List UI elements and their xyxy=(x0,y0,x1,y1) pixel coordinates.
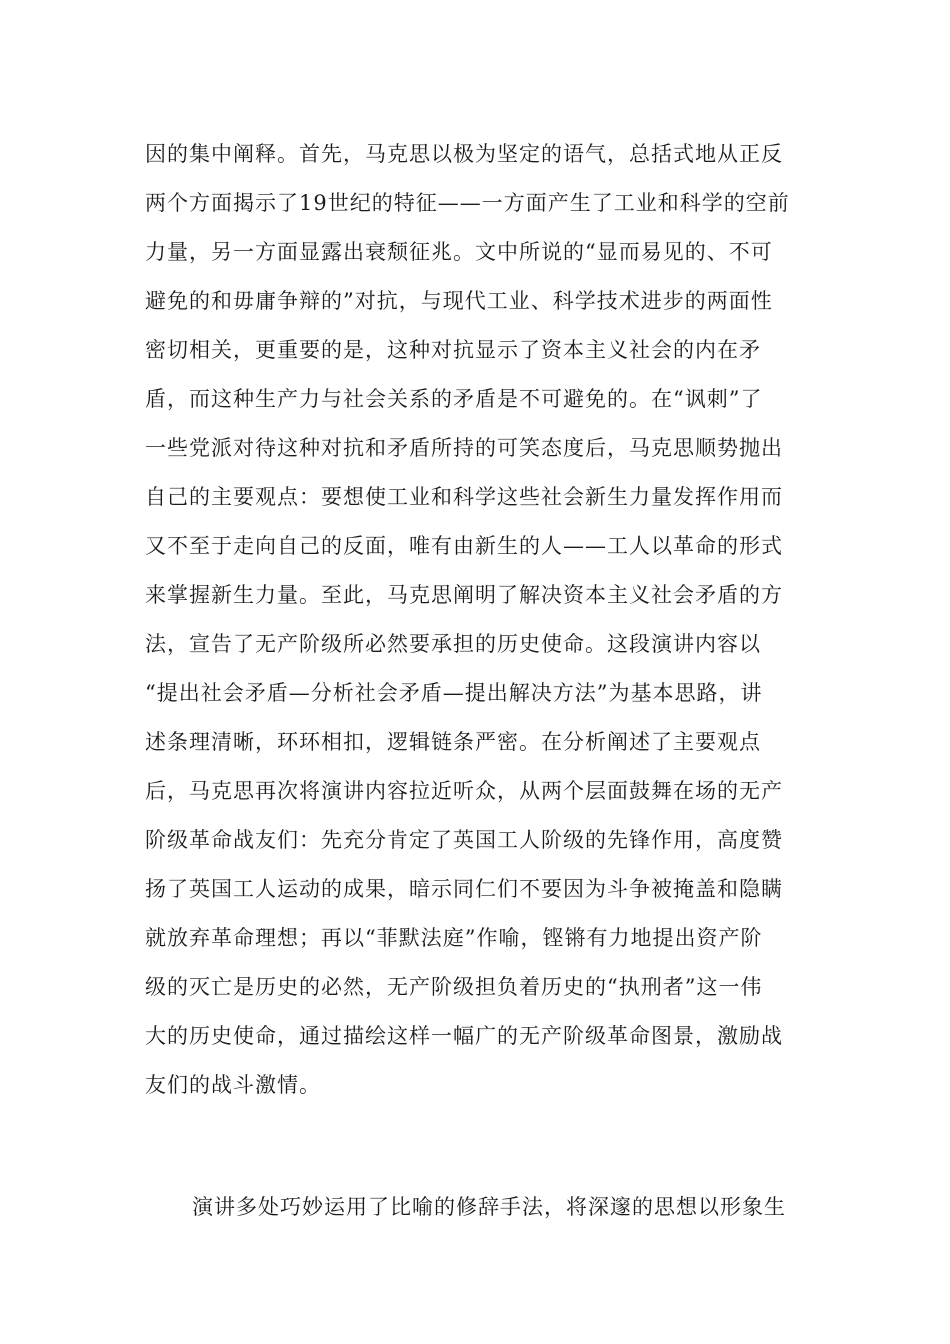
text-line: 又不至于走向自己的反面，唯有由新生的人——工人以革命的形式 xyxy=(145,534,783,558)
text-line: 友们的战斗激情。 xyxy=(145,1073,321,1097)
text-line: 述条理清晰，环环相扣，逻辑链条严密。在分析阐述了主要观点 xyxy=(145,730,761,754)
text-line: 后，马克思再次将演讲内容拉近听众，从两个层面鼓舞在场的无产 xyxy=(145,779,783,803)
text-line: 级的灭亡是历史的必然，无产阶级担负着历史的“执刑者”这一伟 xyxy=(145,975,763,999)
paragraph-2 xyxy=(145,1183,805,1232)
text-line: 盾，而这种生产力与社会关系的矛盾是不可避免的。在“讽刺”了 xyxy=(145,387,763,411)
text-line: 就放弃革命理想；再以“菲默法庭”作喻，铿锵有力地提出资产阶 xyxy=(145,926,763,950)
text-line: “提出社会矛盾—分析社会矛盾—提出解决方法”为基本思路，讲 xyxy=(145,681,763,705)
text-line: 一些党派对待这种对抗和矛盾所持的可笑态度后，马克思顺势抛出 xyxy=(145,436,783,460)
text-line: 大的历史使命，通过描绘这样一幅广的无产阶级革命图景，激励战 xyxy=(145,1024,783,1048)
text-line: 扬了英国工人运动的成果，暗示同仁们不要因为斗争被掩盖和隐瞒 xyxy=(145,877,783,901)
text-line: 阶级革命战友们：先充分肯定了英国工人阶级的先锋作用，高度赞 xyxy=(145,828,783,852)
text-line: 演讲多处巧妙运用了比喻的修辞手法，将深邃的思想以形象生 xyxy=(192,1195,786,1219)
text-line: 避免的和毋庸争辩的”对抗，与现代工业、科学技术进步的两面性 xyxy=(145,289,773,313)
text-line: 法，宣告了无产阶级所必然要承担的历史使命。这段演讲内容以 xyxy=(145,632,761,656)
text-line: 来掌握新生力量。至此，马克思阐明了解决资本主义社会矛盾的方 xyxy=(145,583,783,607)
text-line: 密切相关，更重要的是，这种对抗显示了资本主义社会的内在矛 xyxy=(145,338,761,362)
text-line: 因的集中阐释。首先，马克思以极为坚定的语气，总括式地从正反 xyxy=(145,142,783,166)
paragraph-1 xyxy=(145,130,805,1110)
text-line: 两个方面揭示了19世纪的特征——一方面产生了工业和科学的空前 xyxy=(145,191,790,215)
text-line: 自己的主要观点：要想使工业和科学这些社会新生力量发挥作用而 xyxy=(145,485,783,509)
text-line: 力量，另一方面显露出衰颓征兆。文中所说的“显而易见的、不可 xyxy=(145,240,773,264)
